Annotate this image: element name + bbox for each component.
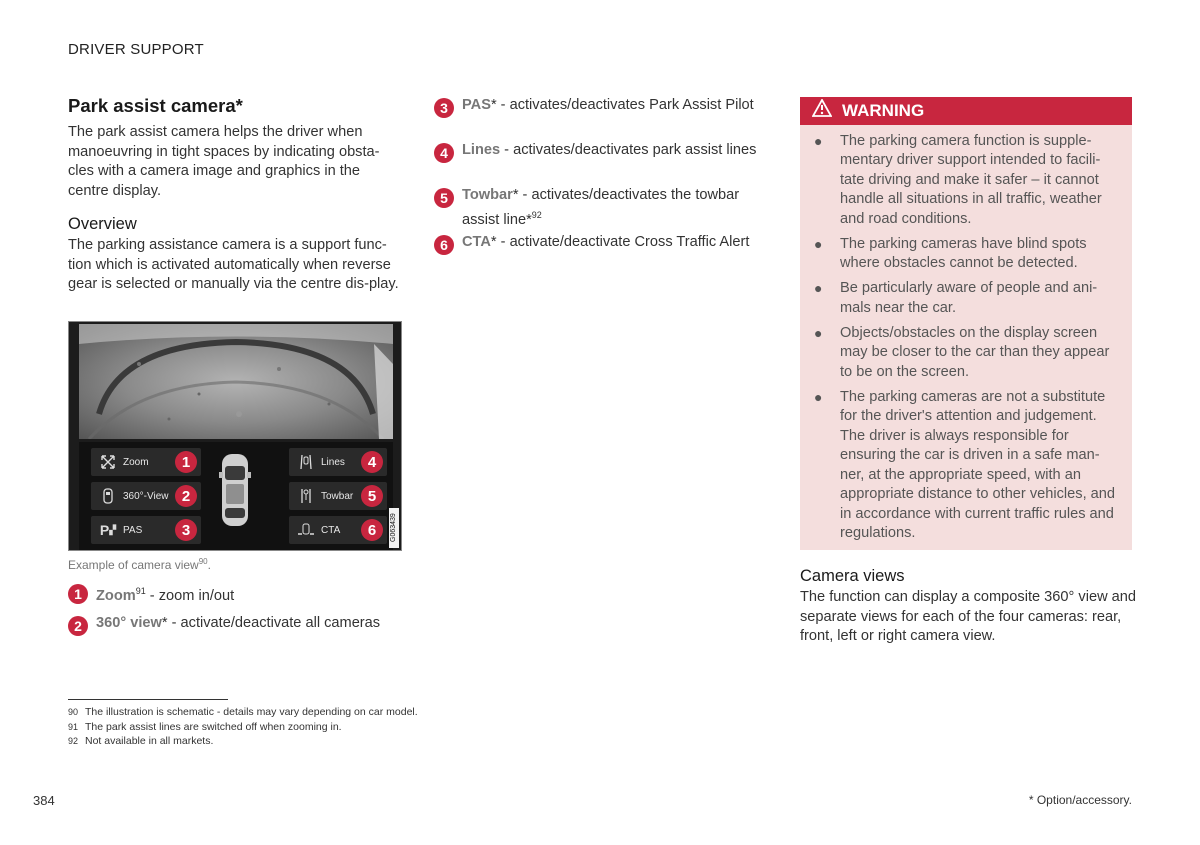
footnote: 91 The park assist lines are switched off when zooming in. — [68, 720, 342, 733]
list-item: 2 360° view* - activate/deactivate all cameras — [68, 614, 403, 636]
warning-item: ● The parking camera function is supple-mentary driver support intended to facili-tate driving and make it safer – it cannot handle all situations in all traffic, weather and road conditions. — [814, 133, 1102, 227]
warning-item: ● Be particularly aware of people and ani-mals near the car. — [814, 280, 1098, 316]
item-number-badge: 1 — [68, 584, 88, 604]
figure-callout-2: 2 — [175, 485, 197, 507]
camera-view-illustration — [68, 321, 402, 551]
footnotes — [68, 705, 418, 749]
car-top-view-icon — [219, 452, 251, 533]
item-number-badge: 2 — [68, 616, 88, 636]
warning-list — [800, 125, 1132, 543]
item-number-badge: 3 — [434, 98, 454, 118]
list-item: 4 Lines - activates/deactivates park assist lines — [434, 141, 774, 163]
intro-column — [68, 95, 403, 295]
360-view-button-label: 360°-View — [123, 490, 169, 502]
warning-header — [800, 97, 1132, 125]
page-title: Park assist camera* — [68, 95, 243, 116]
warning-item: ● Objects/obstacles on the display screen may be closer to the car than they appear to be on the screen. — [814, 325, 1110, 380]
item-number-badge: 6 — [434, 235, 454, 255]
lines-button-label: Lines — [321, 456, 345, 468]
zoom-arrows-icon — [97, 452, 119, 472]
camera-control-panel — [79, 442, 393, 550]
camera-views-section — [800, 567, 1140, 647]
figure-callout-4: 4 — [361, 451, 383, 473]
figure-callout-5: 5 — [361, 485, 383, 507]
figure-caption: Example of camera view$^{90}$. — [68, 557, 211, 572]
footnote: 90 The illustration is schematic - details may vary depending on car model. — [68, 706, 418, 718]
figure-callout-6: 6 — [361, 519, 383, 541]
pas-icon: P ▞ — [99, 522, 117, 538]
zoom-button-label: Zoom — [123, 456, 149, 468]
list-item: 5 Towbar* - activates/deactivates the towbar assist line*$^{92}$ — [434, 186, 774, 230]
lines-icon — [295, 452, 317, 472]
list-item: 1 Zoom$^{91}$ - zoom in/out — [68, 582, 403, 606]
overview-heading: Overview — [68, 215, 137, 233]
camera-views-paragraph: The function can display a composite 360° view and separate views for each of the four cameras: rear, front, left or right camera view. — [800, 589, 1137, 644]
footnote-divider — [68, 699, 228, 700]
intro-paragraph: The park assist camera helps the driver when manoeuvring in tight spaces by indicating obsta-cles with a camera image and graphics in the centre display. — [68, 124, 380, 199]
section-header: DRIVER SUPPORT — [68, 41, 204, 58]
warning-item: ● The parking cameras are not a substitute for the driver's attention and judgement. The driver is always responsible for ensuring the car is driven in a safe man-ner, at the appropriate speed, with an appropriate distance to other vehicles, and in accordance with current traffic rules and regulations. — [814, 389, 1116, 541]
list-item: 3 PAS* - activates/deactivates Park Assist Pilot — [434, 96, 774, 118]
cta-icon — [295, 520, 317, 540]
list-item: 6 CTA* - activate/deactivate Cross Traffic Alert — [434, 233, 774, 255]
warning-box — [800, 97, 1132, 550]
footnote: 92 Not available in all markets. — [68, 735, 214, 747]
camera-image — [79, 324, 393, 439]
figure-code: G063439 — [389, 508, 399, 548]
towbar-icon — [295, 486, 317, 506]
warning-item: ● The parking cameras have blind spots where obstacles cannot be detected. — [814, 235, 1087, 272]
option-accessory-note: * Option/accessory. — [1028, 793, 1132, 807]
warning-title: WARNING — [842, 101, 925, 120]
cta-button-label: CTA — [321, 524, 341, 536]
page-number: 384 — [33, 793, 55, 808]
overview-paragraph: The parking assistance camera is a support func-tion which is activated automatically when reverse gear is selected or manually via the centre dis-play. — [68, 237, 399, 292]
item-number-badge: 4 — [434, 143, 454, 163]
car-360-icon — [97, 486, 119, 506]
item-number-badge: 5 — [434, 188, 454, 208]
rear-camera-scene — [79, 324, 393, 439]
camera-views-heading: Camera views — [800, 567, 905, 585]
figure-callout-3: 3 — [175, 519, 197, 541]
towbar-button-label: Towbar — [321, 490, 354, 502]
pas-button-label: PAS — [123, 524, 143, 536]
warning-triangle-icon — [812, 99, 832, 123]
figure-callout-1: 1 — [175, 451, 197, 473]
